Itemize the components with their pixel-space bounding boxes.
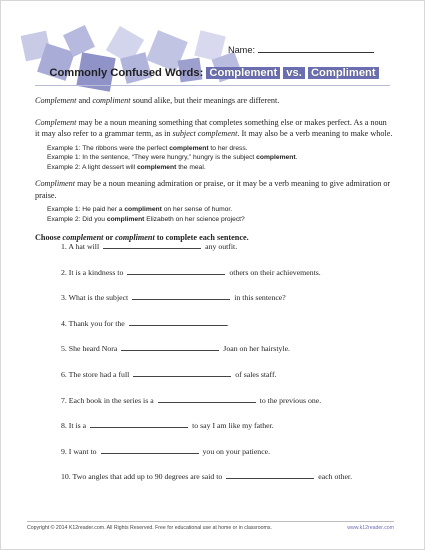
answer-blank[interactable] [101,446,199,454]
complement-def-word: Complement [35,117,77,127]
example-line: Example 1: In the sentence, “They were hungry,” hungry is the subject complement. [47,154,298,162]
example-line: Example 1: The ribbons were the perfect complement to her dress. [47,144,248,152]
compliment-examples [47,205,393,224]
compliment-def-word: Compliment [35,179,76,188]
decorative-squares-graphic [19,25,244,97]
compliment-def-text: may be a noun meaning admiration or praise, or it may be a verb meaning to give admiration or praise. [35,179,391,200]
answer-blank[interactable] [226,471,314,479]
page-title [29,67,399,79]
complement-def-term: subject complement [172,129,238,139]
question-item: 9. I want to you on your patience. [61,446,271,456]
name-blank-line [258,44,374,53]
complement-definition [35,117,393,140]
title-word-compliment: Compliment [308,67,379,79]
name-label: Name: [227,45,255,55]
question-item: 1. A hat will any outfit. [61,242,238,251]
question-item: 2. It is a kindness to others on their achievements. [61,267,321,277]
answer-blank[interactable] [133,369,231,377]
question-item: 3. What is the subject in this sentence? [61,293,286,303]
answer-blank[interactable] [127,267,225,275]
example-line: Example 2: A light dessert will complement the meal. [47,163,206,171]
compliment-definition [35,178,393,201]
question-list [61,241,401,497]
site-link[interactable]: www.k12reader.com [347,525,394,531]
example-line: Example 1: He paid her a compliment on her sense of humor. [47,206,233,214]
answer-blank[interactable] [158,395,256,403]
complement-def-text-end: . It may also be a verb meaning to make whole. [237,129,393,139]
copyright-text: Copyright © 2014 K12reader.com. All Rights Reserved. Free for educational use at home or in classrooms. [27,525,272,531]
question-item: 6. The store had a full of sales staff. [61,369,277,379]
title-word-complement: Complement [206,67,280,79]
lesson-body [35,95,393,254]
example-line: Example 2: Did you compliment Elizabeth on her science project? [47,215,245,223]
title-divider [35,85,390,86]
name-field [228,44,374,55]
answer-blank[interactable] [90,420,188,428]
complement-examples [47,144,393,172]
question-item: 8. It is a to say I am like my father. [61,421,274,431]
answer-blank[interactable] [132,292,230,300]
intro-paragraph [35,95,393,107]
title-vs: vs. [283,67,305,79]
answer-blank[interactable] [121,343,219,351]
question-item: 10. Two angles that add up to 90 degrees are said to each other. [61,472,353,482]
intro-text: sound alike, but their meanings are different. [132,96,280,105]
answer-blank[interactable] [129,318,227,326]
complement-def-text: may be a noun meaning something that completes something else or makes perfect. As a noun it may also refer to a grammar term, as in [35,117,387,139]
question-item: 7. Each book in the series is a to the previous one. [61,395,322,405]
footer [27,521,394,531]
question-item: 5. She heard Nora Joan on her hairstyle. [61,344,290,354]
intro-word-compliment: compliment [92,96,131,105]
title-prefix: Commonly Confused Words: [49,67,204,79]
instructions: Choose complement or compliment to complete each sentence. [35,233,249,242]
intro-and: and [78,96,91,105]
intro-word-complement: Complement [35,96,77,105]
answer-blank[interactable] [103,241,201,249]
question-item: 4. Thank you for the . [61,318,229,328]
